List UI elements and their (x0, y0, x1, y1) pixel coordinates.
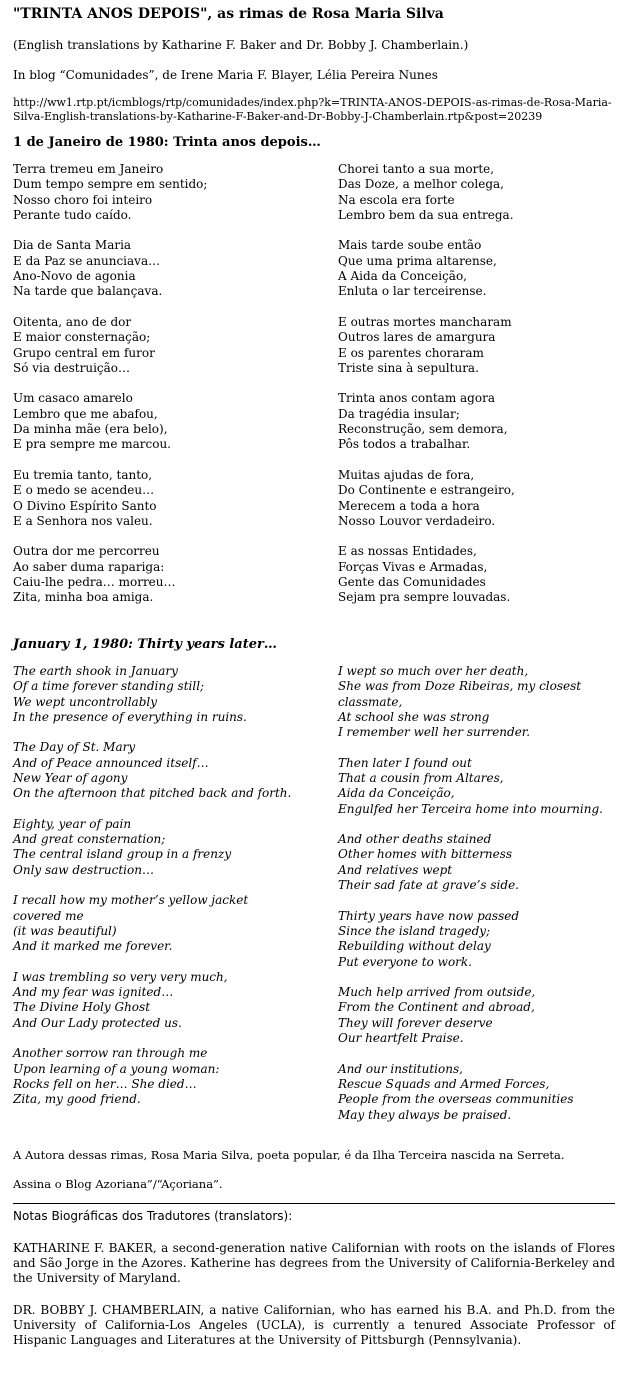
verse-line: May they always be praised. (338, 1107, 512, 1122)
verse-line: Do Continente e estrangeiro, (338, 483, 515, 498)
verse-line: Eu tremia tanto, tanto, (13, 467, 153, 482)
verse-line: The central island group in a frenzy (13, 847, 232, 862)
verse-line: Put everyone to work. (338, 954, 472, 969)
verse-line: classmate, (338, 694, 403, 709)
bio-chamberlain: DR. BOBBY J. CHAMBERLAIN, a native Californian, who has earned his B.A. and Ph.D. from the University of California-Los Angeles (UCLA), is currently a tenured Associate Professor of Hispanic Languages and Literatures at the University of Pittsburgh (Pennsylvania). (13, 1303, 615, 1348)
verse-line: Engulfed her Terceira home into mourning. (338, 801, 603, 816)
stanza (338, 468, 615, 529)
english-heading: January 1, 1980: Thirty years later… (13, 636, 277, 652)
verse-line: Terra tremeu em Janeiro (13, 162, 164, 176)
verse-line: E os parentes choraram (338, 345, 484, 360)
verse-line: Muitas ajudas de fora, (338, 467, 475, 482)
verse-line: That a cousin from Altares, (338, 770, 504, 785)
verse-line: Outros lares de amargura (338, 330, 496, 345)
english-right-column (338, 664, 615, 1138)
verse-line: E outras mortes mancharam (338, 314, 512, 329)
verse-line: In the presence of everything in ruins. (13, 709, 247, 724)
verse-line: New Year of agony (13, 770, 128, 785)
portuguese-left-column (13, 162, 338, 621)
stanza (338, 1062, 615, 1123)
verse-line: Só via destruição… (13, 360, 131, 375)
verse-line: And Our Lady protected us. (13, 1015, 182, 1030)
stanza (13, 740, 338, 801)
verse-line: Eighty, year of pain (13, 816, 132, 831)
verse-line: Das Doze, a melhor colega, (338, 177, 504, 192)
verse-line: Outra dor me percorreu (13, 544, 160, 559)
verse-line: Lembro que me abafou, (13, 406, 158, 421)
stanza (13, 544, 338, 605)
stanza (13, 162, 338, 223)
verse-line: And my fear was ignited… (13, 985, 174, 1000)
verse-line: From the Continent and abroad, (338, 1000, 535, 1015)
verse-line: Dum tempo sempre em sentido; (13, 177, 208, 192)
source-url[interactable]: http://ww1.rtp.pt/icmblogs/rtp/comunidades/index.php?k=TRINTA-ANOS-DEPOIS-as-rimas-de-Rosa-Maria-Silva-English-translations-by-Katharine-F-Baker-and-Dr-Bobby-J-Chamberlain.rtp&post=20239 (13, 96, 612, 123)
verse-line: E da Paz se anunciava… (13, 253, 161, 268)
verse-line: I remember well her surrender. (338, 725, 531, 740)
verse-line: Chorei tanto a sua morte, (338, 162, 495, 176)
verse-line: Our heartfelt Praise. (338, 1031, 464, 1046)
stanza (338, 832, 615, 893)
verse-line: Aida da Conceição, (338, 786, 455, 801)
verse-line: E o medo se acendeu… (13, 483, 155, 498)
verse-line: Another sorrow ran through me (13, 1046, 208, 1061)
blog-signature: Assina o Blog Azoriana”/“Açoriana”. (13, 1177, 223, 1192)
verse-line: And it marked me forever. (13, 939, 173, 954)
verse-line: The Day of St. Mary (13, 740, 136, 755)
verse-line: covered me (13, 908, 84, 923)
portuguese-heading: 1 de Janeiro de 1980: Trinta anos depois… (13, 135, 321, 150)
english-left-column (13, 664, 338, 1138)
document-page (13, 6, 615, 1348)
verse-line: Nosso Louvor verdadeiro. (338, 513, 496, 528)
stanza (338, 544, 615, 605)
english-poem (13, 664, 615, 1138)
verse-line: Their sad fate at grave’s side. (338, 878, 519, 893)
verse-line: Da tragédia insular; (338, 406, 460, 421)
stanza (338, 391, 615, 452)
verse-line: Of a time forever standing still; (13, 679, 205, 694)
bio-baker: KATHARINE F. BAKER, a second-generation native Californian with roots on the islands of Flores and São Jorge in the Azores. Katherine has degrees from the University of California-Berkeley and the University of Maryland. (13, 1241, 615, 1286)
stanza (13, 391, 338, 452)
verse-line: At school she was strong (338, 709, 490, 724)
verse-line: I wept so much over her death, (338, 663, 529, 678)
verse-line: O Divino Espírito Santo (13, 498, 157, 513)
stanza (338, 756, 615, 817)
verse-line: Ano-Novo de agonia (13, 269, 136, 284)
stanza (338, 909, 615, 970)
verse-line: E maior consternação; (13, 330, 151, 345)
verse-line: Dia de Santa Maria (13, 238, 132, 253)
verse-line: Sejam pra sempre louvadas. (338, 590, 511, 605)
verse-line: Zita, minha boa amiga. (13, 590, 154, 605)
stanza (338, 664, 615, 740)
blog-note: In blog “Comunidades”, de Irene Maria F. Blayer, Lélia Pereira Nunes (13, 68, 438, 82)
verse-line: Gente das Comunidades (338, 575, 486, 590)
verse-line: On the afternoon that pitched back and forth. (13, 786, 292, 801)
stanza (13, 315, 338, 376)
stanza (338, 315, 615, 376)
stanza (13, 893, 338, 954)
verse-line: Rocks fell on her… She died… (13, 1076, 197, 1091)
stanza (13, 664, 338, 725)
verse-line: Rebuilding without delay (338, 939, 491, 954)
verse-line: And of Peace announced itself… (13, 755, 209, 770)
verse-line: Na escola era forte (338, 192, 455, 207)
verse-line: Then later I found out (338, 755, 472, 770)
verse-line: Other homes with bitterness (338, 847, 513, 862)
portuguese-poem (13, 162, 615, 621)
verse-line: Perante tudo caído. (13, 207, 132, 222)
verse-line: Reconstrução, sem demora, (338, 422, 508, 437)
verse-line: We wept uncontrollably (13, 694, 158, 709)
verse-line: Oitenta, ano de dor (13, 314, 132, 329)
verse-line: The earth shook in January (13, 663, 178, 678)
verse-line: And our institutions, (338, 1061, 463, 1076)
verse-line: Caiu-lhe pedra… morreu… (13, 575, 176, 590)
portuguese-right-column (338, 162, 615, 621)
verse-line: And great consternation; (13, 832, 166, 847)
bio-heading: Notas Biográficas dos Tradutores (translators): (13, 1209, 293, 1224)
verse-line: Upon learning of a young woman: (13, 1061, 220, 1076)
stanza (13, 817, 338, 878)
verse-line: Mais tarde soube então (338, 238, 482, 253)
stanza (338, 238, 615, 299)
verse-line: Zita, my good friend. (13, 1092, 141, 1107)
stanza (338, 162, 615, 223)
stanza (13, 468, 338, 529)
verse-line: Da minha mãe (era belo), (13, 422, 168, 437)
verse-line: E as nossas Entidades, (338, 544, 477, 559)
stanza (338, 985, 615, 1046)
verse-line: Only saw destruction… (13, 862, 154, 877)
verse-line: Que uma prima altarense, (338, 253, 497, 268)
verse-line: Na tarde que balançava. (13, 284, 163, 299)
verse-line: E pra sempre me marcou. (13, 437, 171, 452)
verse-line: Pôs todos a trabalhar. (338, 437, 471, 452)
verse-line: E a Senhora nos valeu. (13, 513, 153, 528)
verse-line: People from the overseas communities (338, 1092, 574, 1107)
verse-line: She was from Doze Ribeiras, my closest (338, 679, 582, 694)
verse-line: And relatives wept (338, 862, 453, 877)
stanza (13, 970, 338, 1031)
verse-line: I was trembling so very very much, (13, 969, 228, 984)
verse-line: Trinta anos contam agora (338, 391, 495, 406)
verse-line: Nosso choro foi inteiro (13, 192, 153, 207)
stanza (13, 1046, 338, 1107)
verse-line: Grupo central em furor (13, 345, 155, 360)
document-title: "TRINTA ANOS DEPOIS", as rimas de Rosa Maria Silva (13, 6, 444, 22)
verse-line: They will forever deserve (338, 1015, 493, 1030)
verse-line: Lembro bem da sua entrega. (338, 207, 514, 222)
author-note: A Autora dessas rimas, Rosa Maria Silva, poeta popular, é da Ilha Terceira nascida na Serreta. (13, 1148, 565, 1163)
verse-line: Enluta o lar terceirense. (338, 284, 487, 299)
verse-line: I recall how my mother’s yellow jacket (13, 893, 249, 908)
stanza (13, 238, 338, 299)
verse-line: Ao saber duma rapariga: (13, 559, 165, 574)
verse-line: (it was beautiful) (13, 923, 117, 938)
verse-line: Much help arrived from outside, (338, 985, 536, 1000)
verse-line: A Aida da Conceição, (338, 269, 467, 284)
verse-line: The Divine Holy Ghost (13, 1000, 151, 1015)
verse-line: And other deaths stained (338, 832, 492, 847)
verse-line: Um casaco amarelo (13, 391, 133, 406)
verse-line: Thirty years have now passed (338, 908, 520, 923)
verse-line: Since the island tragedy; (338, 923, 491, 938)
translators-note: (English translations by Katharine F. Baker and Dr. Bobby J. Chamberlain.) (13, 38, 469, 52)
verse-line: Rescue Squads and Armed Forces, (338, 1076, 550, 1091)
verse-line: Merecem a toda a hora (338, 498, 480, 513)
verse-line: Triste sina à sepultura. (338, 360, 479, 375)
verse-line: Forças Vivas e Armadas, (338, 559, 488, 574)
